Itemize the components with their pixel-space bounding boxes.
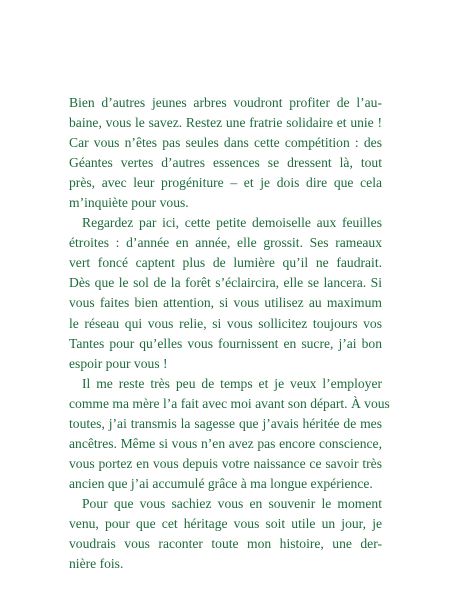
text-line: Il me reste très peu de temps et je veux l’employer [82, 375, 382, 391]
paragraph [69, 213, 382, 373]
paragraph [69, 494, 382, 574]
text-line: étroites : d’année en année, elle grossit. Ses rameaux [69, 235, 382, 251]
text-line: vous portez en vous depuis votre naissance ce savoir très [69, 455, 382, 471]
text-line: ancien que j’ai accumulé grâce à ma longue expérience. [69, 475, 373, 491]
text-line: vous faites bien attention, si vous utilisez au maximum [69, 295, 382, 311]
text-line: près, avec leur progéniture – et je dois dire que cela [69, 175, 382, 191]
text-line: comme ma mère l’a fait avec moi avant son départ. À vous [69, 395, 390, 411]
text-line: Car vous n’êtes pas seules dans cette compétition : des [69, 135, 382, 151]
text-line: vert foncé captent plus de lumière qu’il ne faudrait. [69, 255, 382, 271]
text-line: Géantes vertes d’autres essences se dressent là, tout [69, 155, 382, 171]
paragraph [69, 93, 382, 213]
text-line: voudrais vous raconter toute mon histoire, une der- [69, 536, 382, 552]
text-line: le réseau qui vous relie, si vous sollicitez toujours vos [69, 315, 382, 331]
text-line: baine, vous le savez. Restez une fratrie solidaire et unie ! [69, 115, 382, 131]
text-line: ancêtres. Même si vous n’en avez pas encore conscience, [69, 435, 382, 451]
text-line: Dès que le sol de la forêt s’éclaircira, elle se lancera. Si [69, 275, 382, 291]
body-text [69, 93, 390, 574]
text-line: nière fois. [69, 556, 124, 572]
text-line: toutes, j’ai transmis la sagesse que j’avais héritée de mes [69, 415, 382, 431]
text-line: Bien d’autres jeunes arbres voudront profiter de l’au- [69, 95, 382, 110]
text-line: venu, pour que cet héritage vous soit utile un jour, je [69, 515, 382, 531]
text-line: Tantes pour qu’elles vous fournissent en sucre, j’ai bon [69, 335, 382, 351]
text-line: espoir pour vous ! [69, 355, 168, 371]
text-line: Regardez par ici, cette petite demoiselle aux feuilles [82, 215, 382, 231]
text-line: Pour que vous sachiez vous en souvenir le moment [82, 495, 382, 511]
paragraph [69, 374, 390, 494]
text-line: m’inquiète pour vous. [69, 195, 189, 211]
